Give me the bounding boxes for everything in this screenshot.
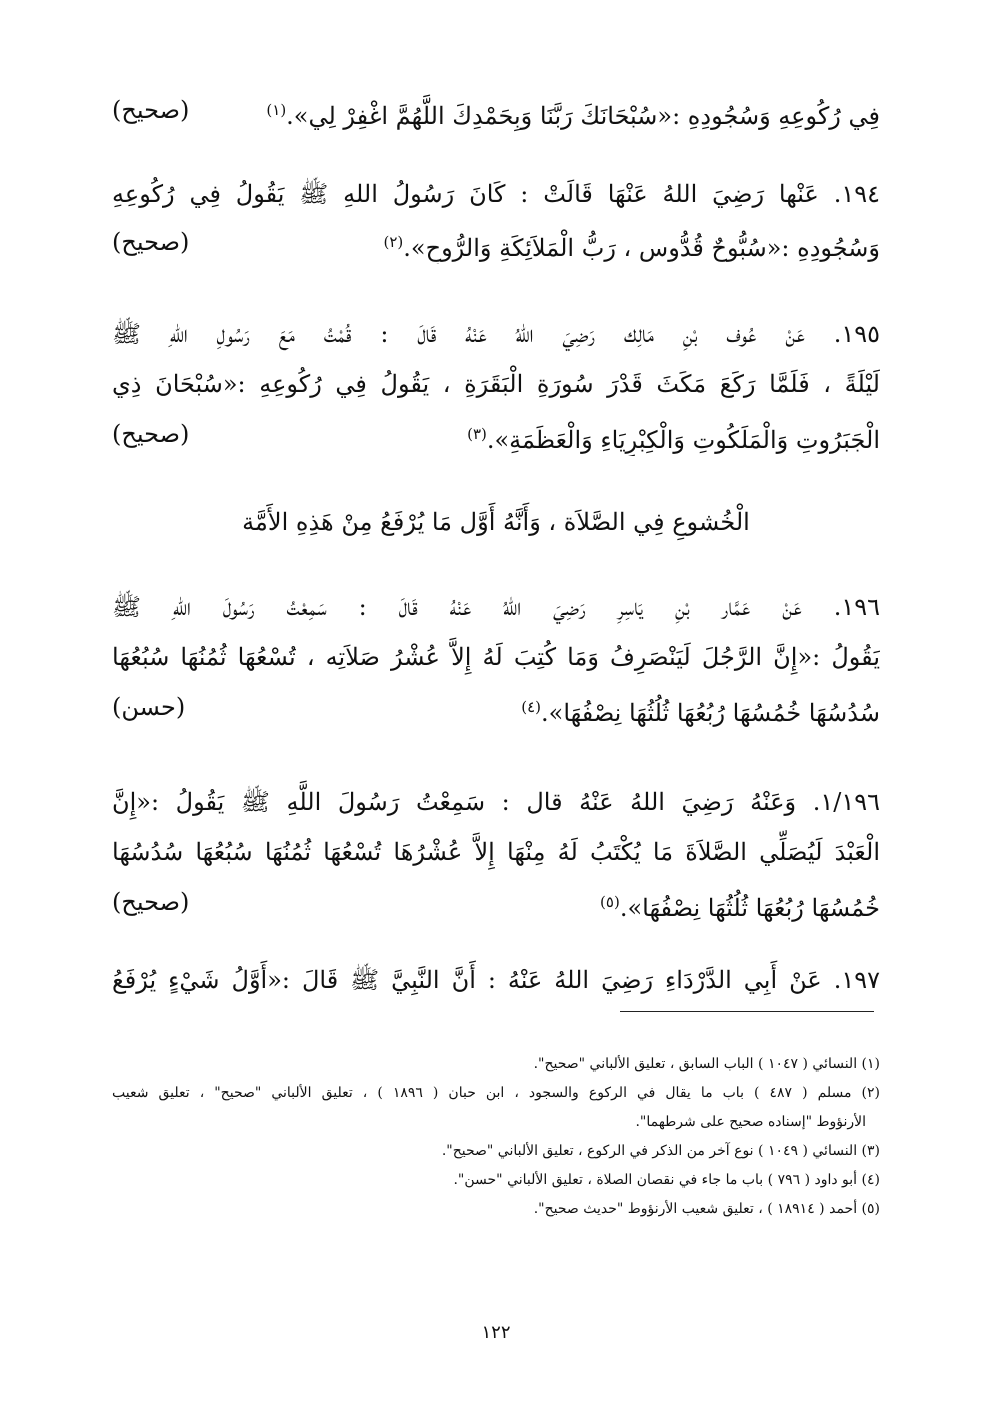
hadith-text-line: فِي رُكُوعِهِ وَسُجُودِهِ :«سُبْحَانَكَ رَبَّنَا وَبِحَمْدِكَ اللَّهُمَّ اغْفِرْ لِي». — [286, 102, 880, 130]
grade-label: (صحيح) — [112, 96, 190, 124]
footnote-2-continued: الأرنؤوط "إسناده صحيح على شرطهما". — [635, 1114, 866, 1130]
footnotes — [112, 1050, 880, 1224]
hadith-text-line: خُمُسُهَا رُبُعُهَا ثُلُثُهَا نِصْفُهَا». — [619, 894, 880, 922]
grade-label: (صحيح) — [112, 228, 190, 256]
hadith-text-line: يَقُولُ :«إِنَّ الرَّجُلَ لَيَنْصَرِفُ وَمَا كُتِبَ لَهُ إِلاَّ عُشْرُ صَلاَتِه ، تُسْعُهَا ثُمُنُهَا سُبُعُهَا — [112, 643, 880, 671]
grade-label: (حسن) — [112, 693, 186, 721]
footnote-ref[interactable]: (٥) — [600, 893, 620, 911]
grade-label: (صحيح) — [112, 420, 190, 448]
hadith-text-line: ١/١٩٦. وَعَنْهُ رَضِيَ اللهُ عَنْهُ قال : سَمِعْتُ رَسُولَ اللَّهِ ﷺ يَقُولُ :«إِنَّ — [112, 788, 880, 816]
hadith-text-line: الْعَبْدَ لَيُصَلِّي الصَّلاَةَ مَا يُكْتَبُ لَهُ مِنْهَا إِلاَّ عُشْرُهَا تُسْعُهَا ثُمُنُهَا سُبُعُهَا سُدُسُهَا — [112, 838, 880, 866]
hadith-text-line: الْجَبَرُوتِ وَالْمَلَكُوتِ وَالْكِبْرِيَاءِ وَالْعَظَمَةِ». — [486, 426, 880, 454]
footnote-5: (٥) أحمد ( ١٨٩١٤ ) ، تعليق شعيب الأرنؤوط "حديث صحيح". — [533, 1201, 880, 1217]
footnote-2: (٢) مسلم ( ٤٨٧ ) باب ما يقال في الركوع والسجود ، ابن حبان ( ١٨٩٦ ) ، تعليق الألباني "صحيح" ، تعليق شعيب — [112, 1085, 880, 1101]
footnote-ref[interactable]: (٣) — [467, 425, 487, 443]
section-heading: الْخُشوعِ فِي الصَّلاَة ، وَأَنَّهُ أَوَّل مَا يُرْفَعُ مِنْ هَذِهِ الأَمَّة — [242, 508, 750, 536]
hadith-text-line: ١٩٧. عَنْ أَبِي الدَّرْدَاءِ رَضِيَ اللهُ عَنْهُ : أَنَّ النَّبِيَّ ﷺ قَالَ :«أَوَّلُ شَيْءٍ يُرْفَعُ — [112, 966, 880, 994]
page-number: ١٢٢ — [481, 1322, 511, 1343]
footnote-ref[interactable]: (٤) — [521, 698, 541, 716]
hadith-text-line: وَسُجُودِهِ :«سُبُّوحٌ قُدُّوس ، رَبُّ الْمَلاَئِكَةِ وَالرُّوحِ». — [403, 234, 880, 262]
hadith-text-line: ١٩٦. عَنْ عَمَّار بْنِ يَاسِرِ رَضِيَ اللهُ عَنْهُ قَالَ : سَمِعْتُ رَسُولَ اللهِ ﷺ — [112, 593, 880, 621]
hadith-text-line: سُدُسُهَا خُمُسُهَا رُبُعُهَا ثُلُثُهَا نِصْفُهَا». — [541, 699, 880, 727]
grade-label: (صحيح) — [112, 888, 190, 916]
footnote-ref[interactable]: (١) — [266, 101, 287, 119]
footnote-3: (٣) النسائي ( ١٠٤٩ ) نوع آخر من الذكر في الركوع ، تعليق الألباني "صحيح". — [441, 1143, 880, 1159]
footnote-4: (٤) أبو داود ( ٧٩٦ ) باب ما جاء في نقصان الصلاة ، تعليق الألباني "حسن". — [453, 1172, 880, 1188]
hadith-text-line: ١٩٥. عَنْ عُوف بْنِ مَالِك رَضِيَ اللهُ عَنْهُ قَالَ : قُمْتُ مَعَ رَسُولِ اللهِ ﷺ — [112, 320, 880, 348]
hadith-text-line: لَيْلَةً ، فَلَمَّا رَكَعَ مَكَثَ قَدْرَ سُورَةِ الْبَقَرَةِ ، يَقُولُ فِي رُكُوعِهِ :«سُبْحَانَ ذِي — [112, 370, 880, 398]
footnote-divider — [620, 1011, 874, 1012]
footnote-ref[interactable]: (٢) — [383, 233, 404, 251]
hadith-text-line: ١٩٤. عَنْها رَضِيَ اللهُ عَنْهَا قَالَتْ : كَانَ رَسُولُ اللهِ ﷺ يَقُولُ فِي رُكُوعِهِ — [112, 180, 880, 208]
footnote-1: (١) النسائي ( ١٠٤٧ ) الباب السابق ، تعليق الألباني "صحيح". — [533, 1056, 880, 1072]
